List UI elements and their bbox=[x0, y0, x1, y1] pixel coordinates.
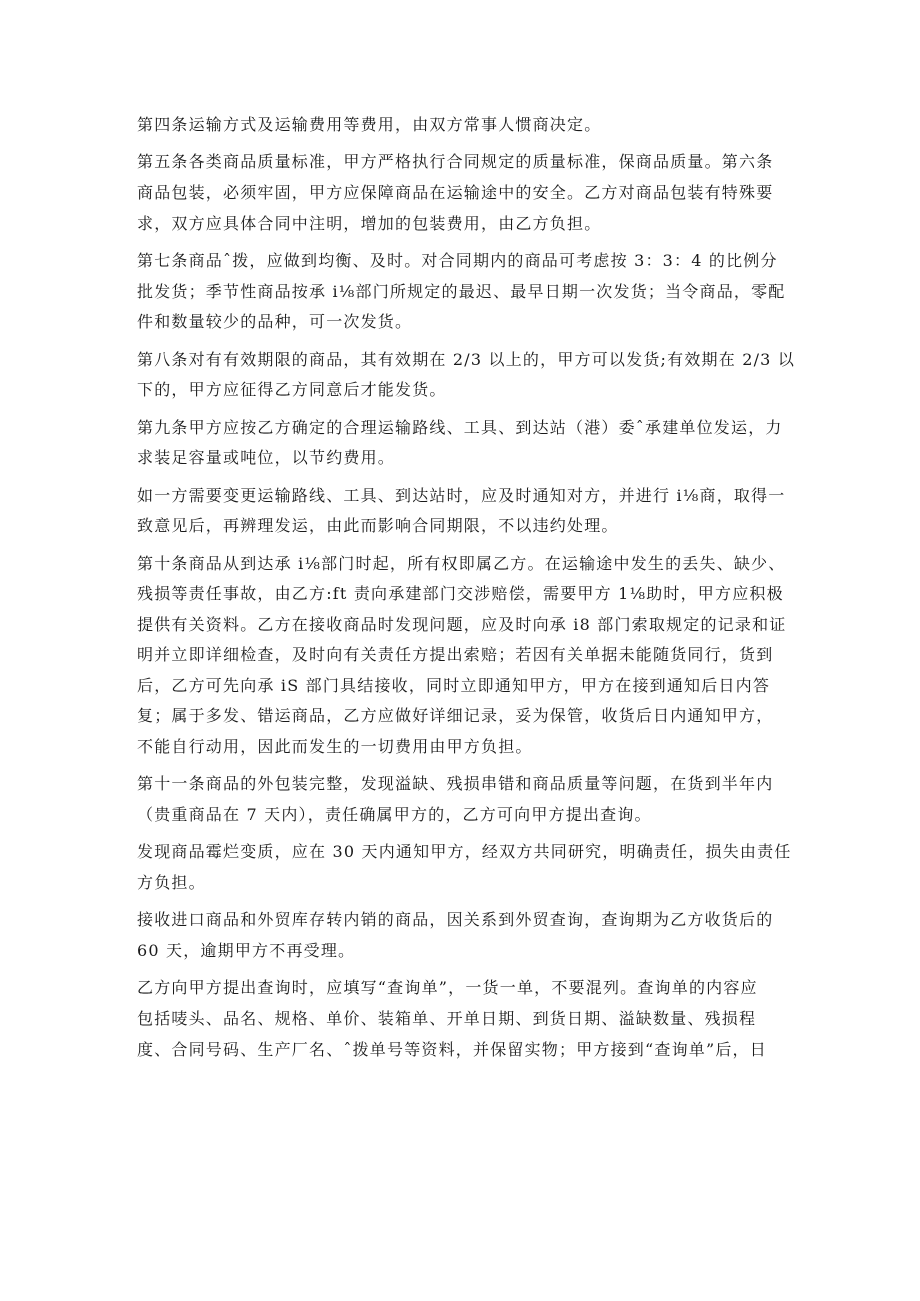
paragraph bbox=[137, 110, 782, 141]
text-line: 批发货；季节性商品按承 i⅛部门所规定的最迟、最早日期一次发货；当令商品，零配 bbox=[137, 281, 786, 301]
text-line: 第七条商品ˆ拨，应做到均衡、及时。对合同期内的商品可考虑按 3：3：4 的比例分 bbox=[137, 250, 778, 270]
text-line: 求装足容量或吨位，以节约费用。 bbox=[137, 448, 396, 468]
paragraph bbox=[137, 769, 782, 830]
text-line: （贵重商品在 7 天内），责任确属甲方的，乙方可向甲方提出查询。 bbox=[137, 805, 652, 825]
text-line: 第八条对有有效期限的商品，其有效期在 2/3 以上的，甲方可以发货;有效期在 2/3 以 bbox=[137, 349, 796, 369]
paragraph bbox=[137, 481, 786, 542]
text-line: 第十条商品从到达承 i⅛部门时起，所有权即属乙方。在运输途中发生的丢失、缺少、 bbox=[137, 553, 786, 573]
text-line: 接收进口商品和外贸库存转内销的商品，因关系到外贸查询，查询期为乙方收货后的 bbox=[137, 910, 774, 930]
text-line: 后，乙方可先向承 iS 部门具结接收，同时立即通知甲方，甲方在接到通知后日内答 bbox=[137, 675, 771, 695]
paragraph bbox=[137, 973, 782, 1065]
text-line: 乙方向甲方提出查询时，应填写“查询单”，一货一单，不要混列。查询单的内容应 bbox=[137, 978, 758, 998]
text-line: 件和数量较少的品种，可一次发货。 bbox=[137, 312, 413, 332]
paragraph bbox=[137, 147, 782, 239]
text-line: 如一方需要变更运输路线、工具、到达站时，应及时通知对方，并进行 i⅛商，取得一 bbox=[137, 485, 786, 505]
text-line: 提供有关资料。乙方在接收商品时发现问题，应及时向承 i8 部门索取规定的记录和证 bbox=[137, 614, 787, 634]
text-line: 60 天，逾期甲方不再受理。 bbox=[137, 941, 356, 961]
text-line: 方负担。 bbox=[137, 873, 206, 893]
document-body bbox=[137, 110, 796, 1072]
text-line: 第四条运输方式及运输费用等费用，由双方常事人惯商决定。 bbox=[137, 115, 602, 134]
paragraph bbox=[137, 413, 782, 474]
paragraph bbox=[137, 246, 786, 338]
text-line: 下的，甲方应征得乙方同意后才能发货。 bbox=[137, 380, 447, 400]
text-line: 残损等责任事故，由乙方:ft 责向承建部门交涉赔偿，需要甲方 1⅛助时，甲方应积极 bbox=[137, 584, 784, 604]
text-line: 发现商品霉烂变质，应在 30 天内通知甲方，经双方共同研究，明确责任，损失由责任 bbox=[137, 842, 792, 862]
text-line: 第十一条商品的外包装完整，发现溢缺、残损串错和商品质量等问题，在货到半年内 bbox=[137, 774, 774, 794]
text-line: 第五条各类商品质量标准，甲方严格执行合同规定的质量标准，保商品质量。第六条 bbox=[137, 152, 774, 172]
text-line: 致意见后，再辨理发运，由此而影响合同期限，不以违约处理。 bbox=[137, 516, 619, 536]
text-line: 第九条甲方应按乙方确定的合理运输路线、工具、到达站（港）委ˆ承建单位发运，力 bbox=[137, 417, 783, 437]
paragraph bbox=[137, 905, 782, 966]
text-line: 复；属于多发、错运商品，乙方应做好详细记录，妥为保管，收货后日内通知甲方， bbox=[137, 706, 774, 726]
text-line: 度、合同号码、生产厂名、ˆ拨单号等资料，并保留实物；甲方接到“查询单”后，日 bbox=[137, 1039, 767, 1059]
text-line: 商品包装，必须牢固，甲方应保障商品在运输途中的安全。乙方对商品包装有特殊要 bbox=[137, 182, 774, 202]
text-line: 包括唛头、品名、规格、单价、装箱单、开单日期、到货日期、溢缺数量、残损程 bbox=[137, 1009, 757, 1028]
paragraph bbox=[137, 549, 787, 763]
paragraph bbox=[137, 345, 796, 406]
text-line: 不能自行动用，因此而发生的一切费用由甲方负担。 bbox=[137, 737, 533, 757]
text-line: 明并立即详细检查，及时向有关责任方提出索赔；若因有关单据未能随货同行，货到 bbox=[137, 645, 774, 665]
text-line: 求，双方应具体合同中注明，增加的包装费用，由乙方负担。 bbox=[137, 213, 602, 233]
paragraph bbox=[137, 837, 792, 898]
